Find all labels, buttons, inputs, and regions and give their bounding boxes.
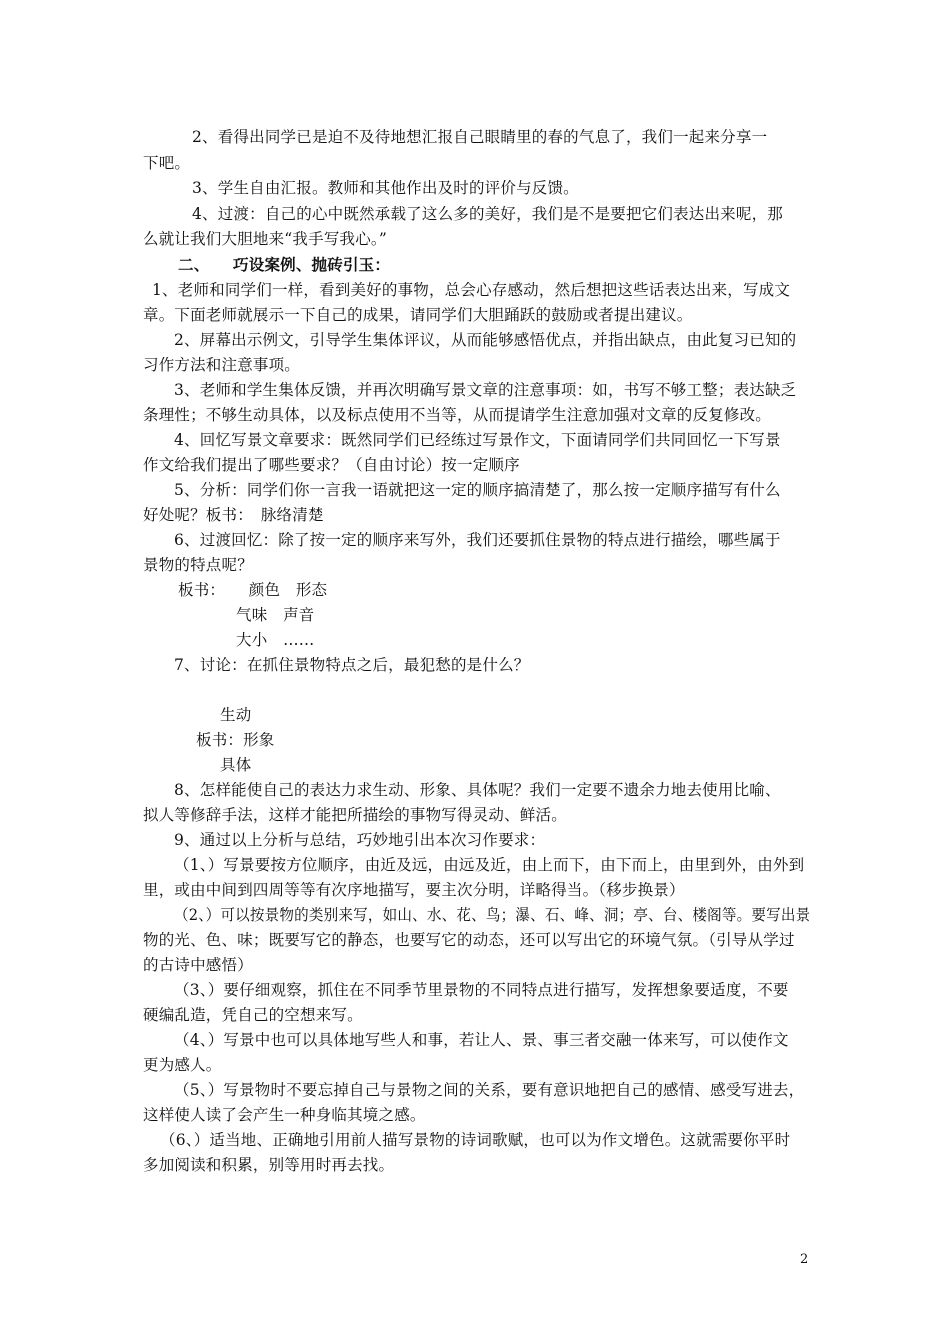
text-line: 4、回忆写景文章要求：既然同学们已经练过写景作文，下面请同学们共同回忆一下写景 xyxy=(174,431,781,449)
board-note: 生动 xyxy=(220,706,252,724)
section-heading: 二、 巧设案例、抛砖引玉： xyxy=(178,255,391,274)
text-line: 3、老师和学生集体反馈，并再次明确写景文章的注意事项：如，书写不够工整；表达缺乏 xyxy=(174,381,797,399)
text-line: 3、学生自由汇报。教师和其他作出及时的评价与反馈。 xyxy=(192,179,579,197)
text-line: 2、看得出同学已是迫不及待地想汇报自己眼睛里的春的气息了，我们一起来分享一 xyxy=(192,128,768,146)
text-line: 拟人等修辞手法，这样才能把所描绘的事物写得灵动、鲜活。 xyxy=(143,806,567,824)
text-line: 5、分析：同学们你一言我一语就把这一定的顺序搞清楚了，那么按一定顺序描写有什么 xyxy=(174,481,781,499)
board-note: 板书：形象 xyxy=(196,731,275,749)
text-line: 2、屏幕出示例文，引导学生集体评议，从而能够感悟优点，并指出缺点，由此复习已知的 xyxy=(174,331,797,349)
text-line: 硬编乱造，凭自己的空想来写。 xyxy=(143,1006,363,1024)
text-line: 条理性；不够生动具体，以及标点使用不当等，从而提请学生注意加强对文章的反复修改。 xyxy=(143,406,772,424)
text-line: 下吧。 xyxy=(143,154,191,172)
text-line: 多加阅读和积累，别等用时再去找。 xyxy=(143,1156,395,1174)
text-line: （2、）可以按景物的类别来写，如山、水、花、鸟；瀑、石、峰、洞；亭、台、楼阁等。要写出景 xyxy=(174,906,811,924)
text-line: （6、）适当地、正确地引用前人描写景物的诗词歌赋，也可以为作文增色。这就需要你平时 xyxy=(160,1131,791,1149)
text-line: 景物的特点呢？ xyxy=(143,556,253,574)
text-line: 习作方法和注意事项。 xyxy=(143,356,301,374)
board-note: 具体 xyxy=(220,756,252,774)
text-line: 么就让我们大胆地来“我手写我心。” xyxy=(143,230,387,248)
page-number: 2 xyxy=(800,1252,809,1267)
board-note: 大小 …… xyxy=(236,631,315,649)
text-line: 的古诗中感悟） xyxy=(143,956,253,974)
text-line: 作文给我们提出了哪些要求？（自由讨论）按一定顺序 xyxy=(143,456,520,474)
text-line: 9、通过以上分析与总结，巧妙地引出本次习作要求： xyxy=(174,831,546,849)
text-line: 好处呢？板书： 脉络清楚 xyxy=(143,506,324,524)
text-line: 更为感人。 xyxy=(143,1056,222,1074)
text-line: 7、讨论：在抓住景物特点之后，最犯愁的是什么？ xyxy=(174,656,530,674)
text-line: （1、）写景要按方位顺序，由近及远，由远及近，由上而下，由下而上，由里到外，由外到 xyxy=(174,856,805,874)
text-line: 8、怎样能使自己的表达力求生动、形象、具体呢？我们一定要不遗余力地去使用比喻、 xyxy=(174,781,781,799)
text-line: 4、过渡：自己的心中既然承载了这么多的美好，我们是不是要把它们表达出来呢，那 xyxy=(192,205,783,223)
text-line: 1、老师和同学们一样，看到美好的事物，总会心存感动，然后想把这些话表达出来，写成文 xyxy=(152,281,791,299)
text-line: （4、）写景中也可以具体地写些人和事，若让人、景、事三者交融一体来写，可以使作文 xyxy=(174,1031,789,1049)
text-line: （3、）要仔细观察，抓住在不同季节里景物的不同特点进行描写，发挥想象要适度，不要 xyxy=(174,981,789,999)
board-note: 板书： 颜色 形态 xyxy=(178,581,328,599)
text-line: （5、）写景物时不要忘掉自己与景物之间的关系，要有意识地把自己的感情、感受写进去， xyxy=(174,1081,805,1099)
text-line: 6、过渡回忆：除了按一定的顺序来写外，我们还要抓住景物的特点进行描绘，哪些属于 xyxy=(174,531,781,549)
text-line: 里，或由中间到四周等等有次序地描写，要主次分明，详略得当。（移步换景） xyxy=(143,881,685,899)
text-line: 这样使人读了会产生一种身临其境之感。 xyxy=(143,1106,426,1124)
text-line: 章。下面老师就展示一下自己的成果，请同学们大胆踊跃的鼓励或者提出建议。 xyxy=(143,306,693,324)
board-note: 气味 声音 xyxy=(236,606,315,624)
text-line: 物的光、色、味；既要写它的静态，也要写它的动态，还可以写出它的环境气氛。（引导从学过 xyxy=(143,931,795,949)
